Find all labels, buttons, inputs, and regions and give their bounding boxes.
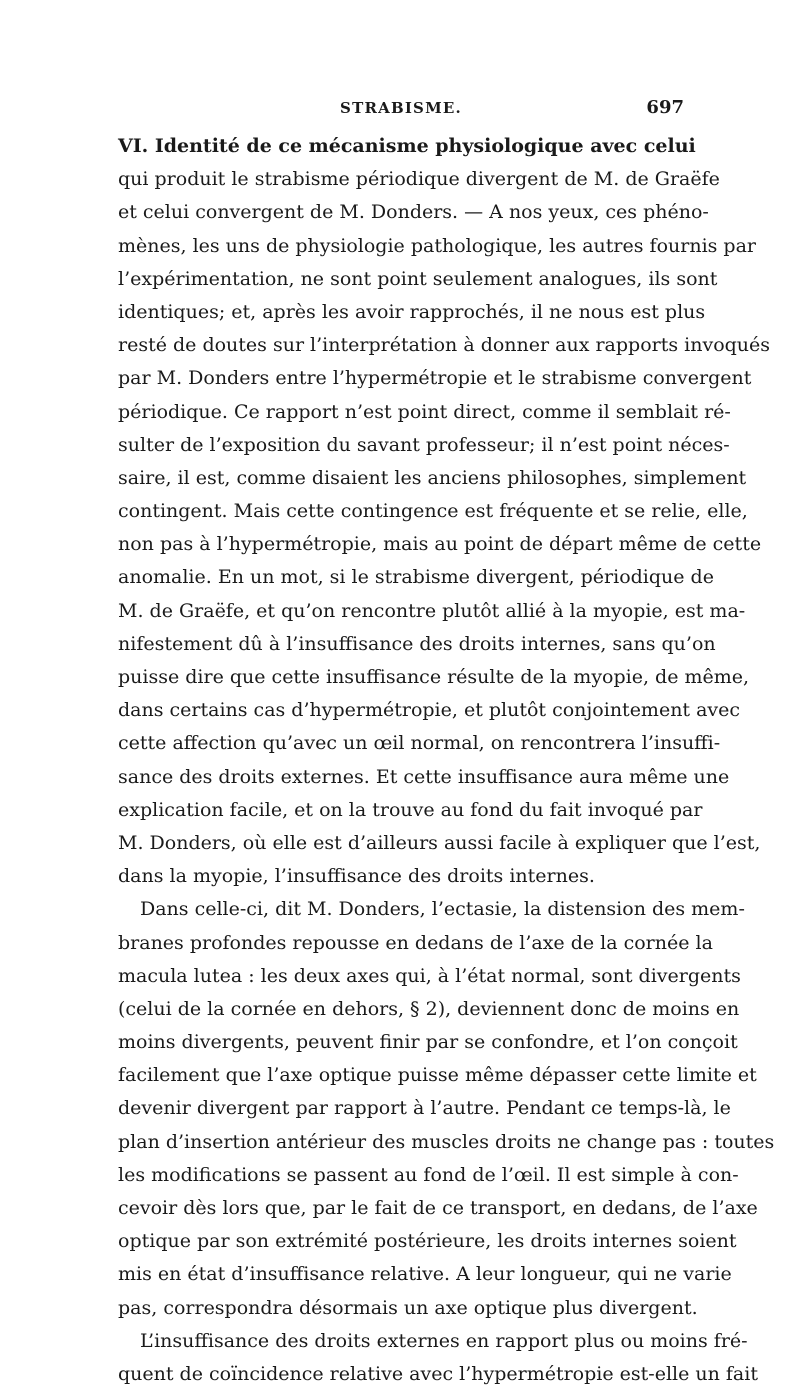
text-line-4: mènes, les uns de physiologie pathologique, les autres fournis par: [118, 234, 757, 257]
text-line-22: M. Donders, où elle est d’ailleurs aussi facile à expliquer que l’est,: [118, 831, 761, 854]
text-line-9: périodique. Ce rapport n’est point direct, comme il semblait ré-: [118, 400, 731, 423]
text-line-5: l’expérimentation, ne sont point seulement analogues, ils sont: [118, 267, 718, 290]
text-line-33: cevoir dès lors que, par le fait de ce transport, en dedans, de l’axe: [118, 1197, 758, 1219]
text-line-37: L’insuffisance des droits externes en rapport plus ou moins fré-: [140, 1329, 748, 1352]
text-line-16: nifestement dû à l’insuffisance des droits internes, sans qu’on: [118, 632, 716, 655]
text-line-20: sance des droits externes. Et cette insuffisance aura même une: [118, 765, 730, 788]
text-line-32: les modifications se passent au fond de l’œil. Il est simple à con-: [118, 1163, 739, 1186]
text-line-15: M. de Graëfe, et qu’on rencontre plutôt allié à la myopie, est ma-: [118, 599, 746, 622]
text-line-25: branes profondes repousse en dedans de l’axe de la cornée la: [118, 931, 713, 954]
page-number: 697: [646, 97, 684, 118]
text-line-19: cette affection qu’avec un œil normal, on rencontrera l’insuffi-: [118, 732, 721, 755]
text-line-3: et celui convergent de M. Donders. — A nos yeux, ces phéno-: [118, 201, 709, 224]
text-line-13: non pas à l’hypermétropie, mais au point de départ même de cette: [118, 533, 762, 556]
text-line-7: resté de doutes sur l’interprétation à donner aux rapports invoqués: [118, 334, 771, 357]
text-line-27: (celui de la cornée en dehors, § 2), deviennent donc de moins en: [118, 997, 740, 1020]
text-line-36: pas, correspondra désormais un axe optique plus divergent.: [118, 1296, 698, 1319]
text-line-6: identiques; et, après les avoir rapprochés, il ne nous est plus: [118, 300, 706, 323]
text-line-21: explication facile, et on la trouve au fond du fait invoqué par: [118, 798, 703, 821]
text-line-1: VI. Identité de ce mécanisme physiologique avec celui: [118, 135, 696, 157]
text-line-8: par M. Donders entre l’hypermétropie et le strabisme convergent: [118, 367, 752, 390]
text-line-29: facilement que l’axe optique puisse même dépasser cette limite et: [118, 1064, 757, 1087]
text-line-26: macula lutea : les deux axes qui, à l’état normal, sont divergents: [118, 964, 741, 987]
text-line-30: devenir divergent par rapport à l’autre. Pendant ce temps-là, le: [118, 1097, 731, 1120]
text-line-35: mis en état d’insuffisance relative. A leur longueur, qui ne varie: [118, 1263, 732, 1286]
page-header: [118, 95, 684, 125]
text-line-2: qui produit le strabisme périodique divergent de M. de Graëfe: [118, 168, 720, 191]
text-line-24: Dans celle-ci, dit M. Donders, l’ectasie, la distension des mem-: [140, 898, 745, 921]
text-line-10: sulter de l’exposition du savant professeur; il n’est point néces-: [118, 433, 730, 456]
text-line-18: dans certains cas d’hypermétropie, et plutôt conjointement avec: [118, 699, 741, 722]
text-line-14: anomalie. En un mot, si le strabisme divergent, périodique de: [118, 566, 714, 589]
text-line-11: saire, il est, comme disaient les anciens philosophes, simplement: [118, 466, 747, 489]
text-line-17: puisse dire que cette insuffisance résulte de la myopie, de même,: [118, 666, 750, 688]
text-line-34: optique par son extrémité postérieure, les droits internes soient: [118, 1230, 737, 1253]
body-text: [118, 130, 775, 1391]
text-line-12: contingent. Mais cette contingence est fréquente et se relie, elle,: [118, 500, 748, 523]
running-title: STRABISME.: [340, 99, 462, 117]
text-line-31: plan d’insertion antérieur des muscles droits ne change pas : toutes: [118, 1130, 775, 1153]
text-line-28: moins divergents, peuvent finir par se confondre, et l’on conçoit: [118, 1031, 738, 1054]
text-line-38: quent de coïncidence relative avec l’hypermétropie est-elle un fait: [118, 1362, 758, 1385]
text-line-23: dans la myopie, l’insuffisance des droits internes.: [118, 865, 595, 888]
